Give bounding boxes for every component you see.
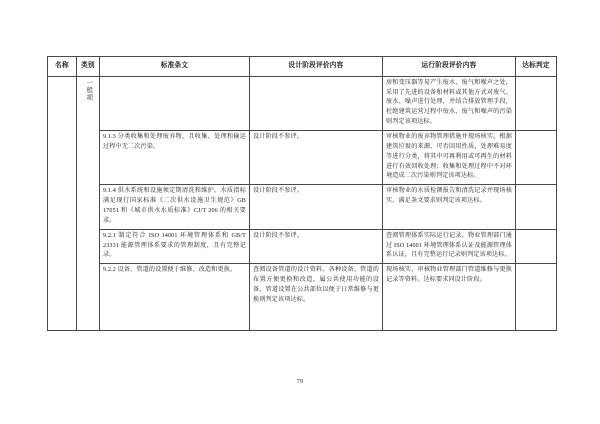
cell-verdict (516, 185, 557, 229)
cell-clause: 9.2.2 设备、管道的设置便于维修、改造和更换。 (100, 264, 250, 331)
cell-design-stage: 设计阶段不参评。 (250, 185, 383, 229)
column-header-name: 名称 (48, 57, 77, 77)
cell-operation-stage: 房和变压器等易产生废水、废气和噪声之处，采用了先进的设备和材料或其他方式对废气、废水、噪声进行处理，并结合排放管理手段，杜绝建筑运营过程中废水、废气和噪声的污染则判定该项达标。 (383, 76, 516, 130)
table-row (48, 229, 557, 264)
cell-design-stage: 设计阶段不参评。 (250, 130, 383, 184)
table-row (48, 76, 557, 130)
evaluation-table (47, 56, 557, 331)
category-vertical-label: 一般项 (85, 78, 93, 101)
cell-operation-stage: 现场核实、审核物业管理部门管道维修与更换记录等资料。达标要求同设计阶段。 (383, 264, 516, 331)
column-header-category: 类别 (77, 57, 100, 77)
cell-verdict (516, 229, 557, 264)
table-header-row (48, 57, 557, 77)
column-header-verdict: 达标判定 (516, 57, 557, 77)
cell-verdict (516, 264, 557, 331)
cell-clause: 9.2.1 制定符合 ISO 14001 环境管理体系和 GB/T 23331 能源管理体系要求的管理制度，且有完整记录。 (100, 229, 250, 264)
cell-name (48, 76, 77, 331)
cell-design-stage (250, 76, 383, 130)
cell-clause (100, 76, 250, 130)
cell-verdict (516, 76, 557, 130)
column-header-operation-stage: 运行阶段评价内容 (383, 57, 516, 77)
cell-operation-stage: 审核物业的水质检测报告和清洗记录并现场核实。满足条文要求则判定该项达标。 (383, 185, 516, 229)
cell-operation-stage: 查阅管理体系实际运行记录。物业管理部门通过 ISO 14001 环境管理体系认证及能源管理体系认证，且有完整运行记录则判定该项达标。 (383, 229, 516, 264)
table-row (48, 130, 557, 184)
cell-design-stage: 查阅设备管道的设计资料。各种设备、管道的布置方便更换和改造，属公共使用功能的设备、管道设置在公共部位以便于日常维修与更换则判定该项达标。 (250, 264, 383, 331)
cell-verdict (516, 130, 557, 184)
cell-design-stage: 设计阶段不参评。 (250, 229, 383, 264)
cell-clause: 9.1.4 供水系统和设施须定期清洗和维护。水质指标满足现行国家标准《二次供水设施卫生规范》GB 17051 和《城市供水水质标准》CJ/T 206 的相关要求。 (100, 185, 250, 229)
cell-operation-stage: 审核物业的废弃物管理措施并现场核实。根据建筑垃圾的来源、可否回用性质、处理难易度等进行分类，将其中可再利用或可再生的材料进行有效回收处理；收集和处理过程中不对环境造成二次污染则判定该项达标。 (383, 130, 516, 184)
column-header-clause: 标准条文 (100, 57, 250, 77)
page-number: 79 (296, 378, 304, 385)
column-header-design-stage: 设计阶段评价内容 (250, 57, 383, 77)
table-row (48, 185, 557, 229)
cell-clause: 9.1.3 分类收集和处理废弃物，且收集、处理和输运过程中无二次污染。 (100, 130, 250, 184)
cell-category (77, 76, 100, 331)
table-row (48, 264, 557, 331)
